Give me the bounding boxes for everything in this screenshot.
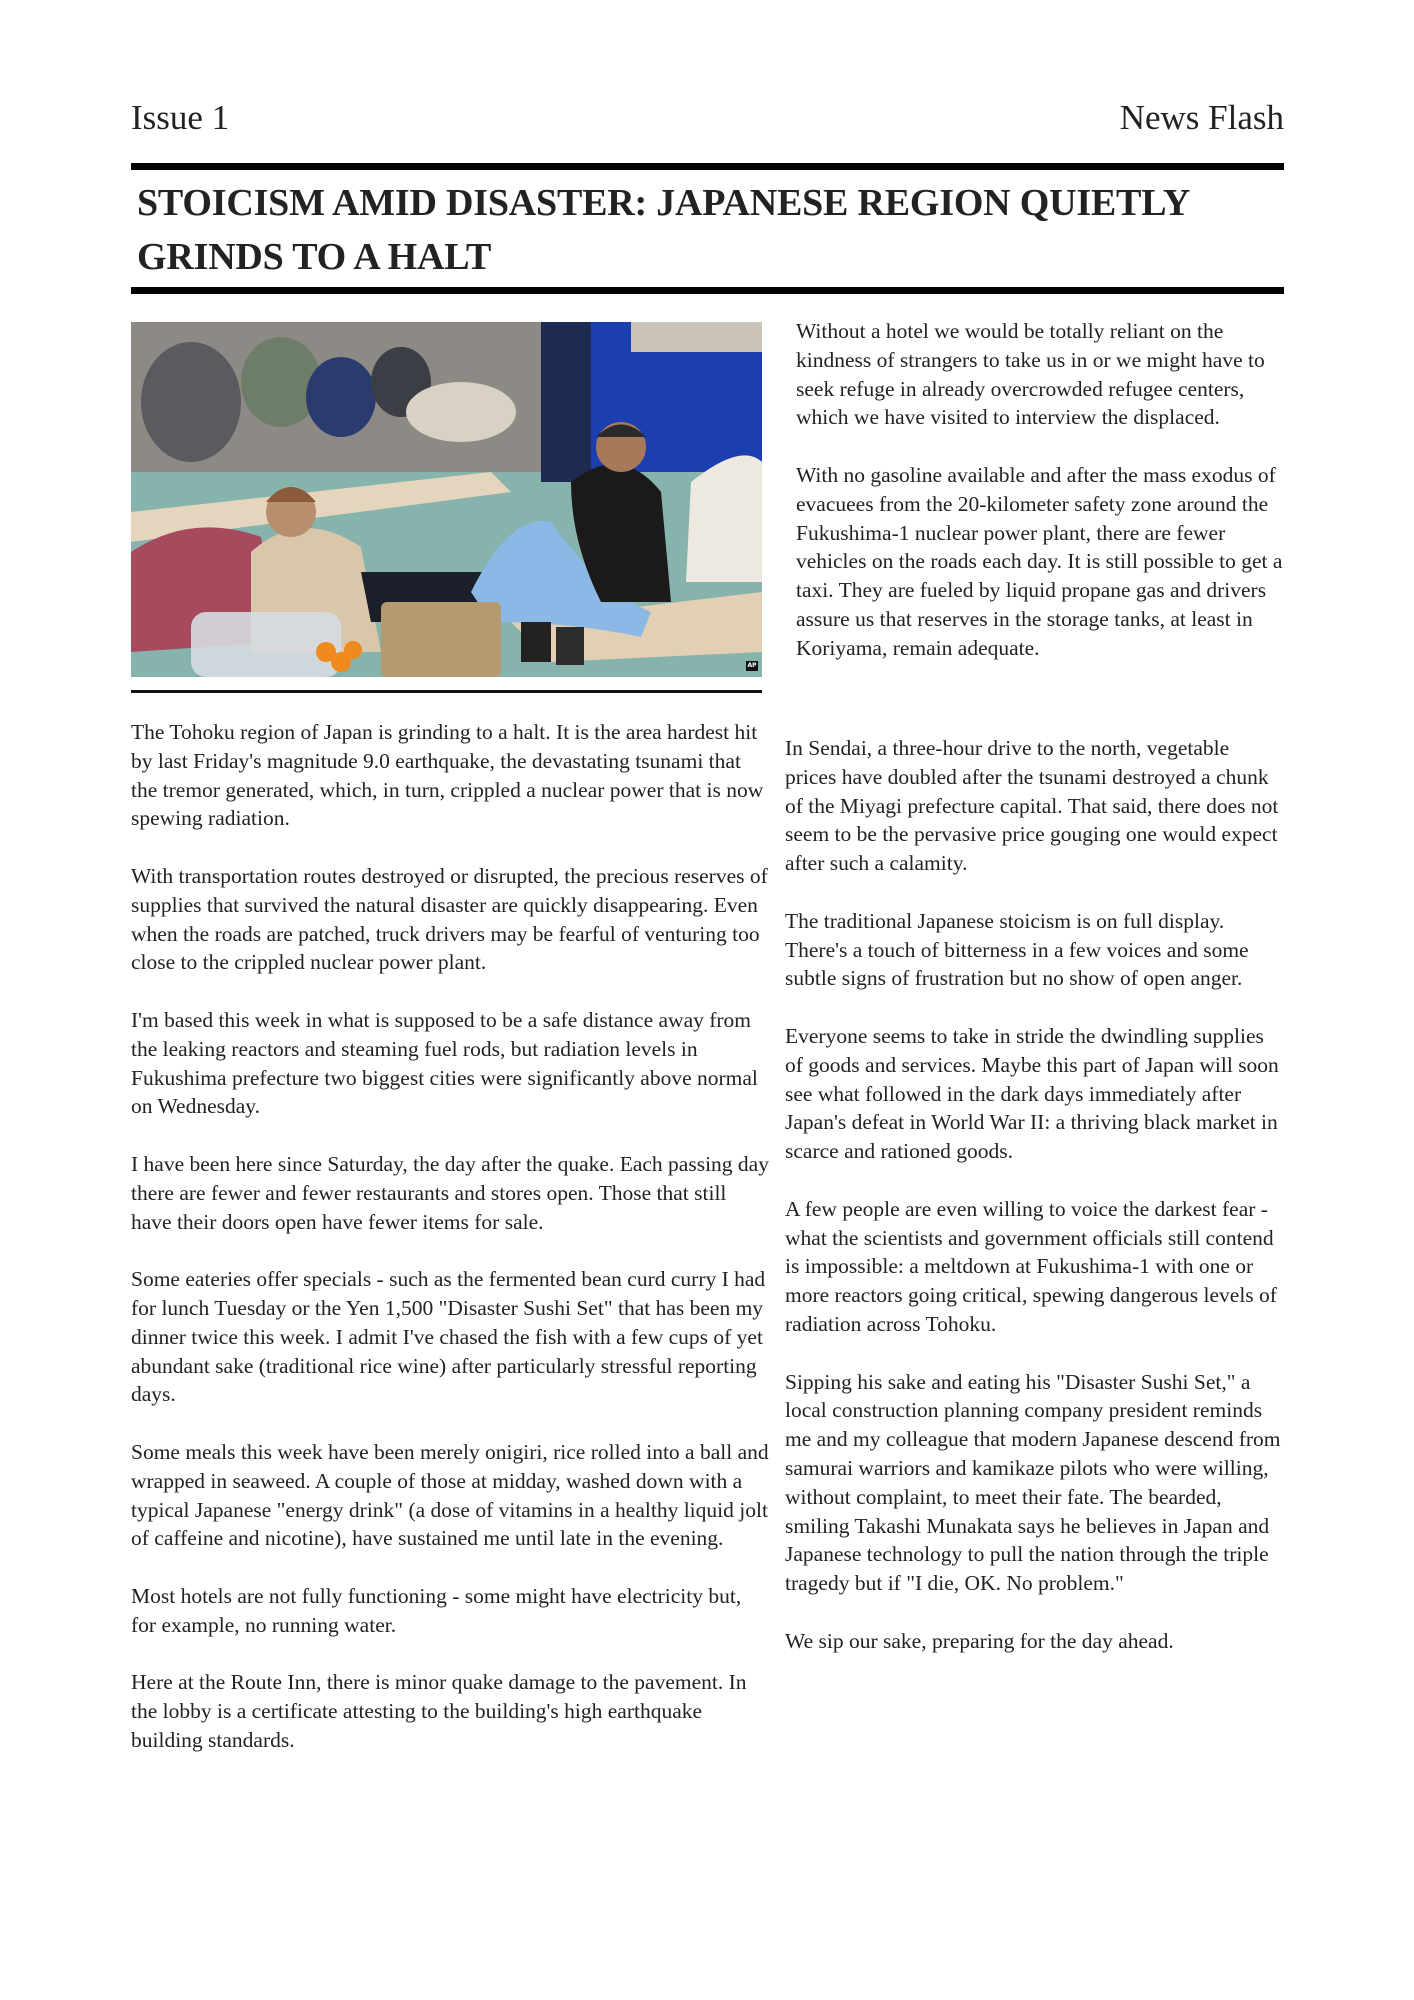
headline-top-rule bbox=[131, 163, 1284, 170]
headline-bottom-rule bbox=[131, 287, 1284, 294]
right-column-bottom bbox=[785, 734, 1285, 1684]
left-column bbox=[131, 718, 771, 1783]
paragraph: I'm based this week in what is supposed to be a safe distance away from the leaking reactors and steaming fuel rods, but radiation levels in Fukushima prefecture two biggest cities were significantly above normal on Wednesday. bbox=[131, 1007, 758, 1119]
paragraph: I have been here since Saturday, the day after the quake. Each passing day there are fewer and fewer restaurants and stores open. Those that still have their doors open have fewer items for sale. bbox=[131, 1151, 769, 1234]
section-title: News Flash bbox=[1119, 98, 1284, 137]
photo-underline bbox=[131, 690, 762, 693]
paragraph: Most hotels are not fully functioning - some might have electricity but, for example, no running water. bbox=[131, 1583, 742, 1637]
article-headline: STOICISM AMID DISASTER: JAPANESE REGION QUIETLY GRINDS TO A HALT bbox=[137, 182, 1189, 278]
paragraph: The Tohoku region of Japan is grinding to a halt. It is the area hardest hit by last Friday's magnitude 9.0 earthquake, the devastating tsunami that the tremor generated, which, in turn, crippled a nuclear power that is now spewing radiation. bbox=[131, 720, 764, 831]
shelter-photo-illustration bbox=[131, 322, 762, 677]
paragraph: Some eateries offer specials - such as the fermented bean curd curry I had for lunch Tuesday or the Yen 1,500 "Disaster Sushi Set" that has been my dinner twice this week. I admit I've chased the fish with a few cups of yet abundant sake (traditional rice wine) after particularly stressful reporting days. bbox=[131, 1267, 766, 1407]
article-photo bbox=[131, 322, 762, 677]
paragraph: With no gasoline available and after the mass exodus of evacuees from the 20-kilometer safety zone around the Fukushima-1 nuclear power plant, there are fewer vehicles on the roads each day. It is still possible to get a taxi. They are fueled by liquid propane gas and drivers assure us that reserves in the storage tanks, at least in Koriyama, remain adequate. bbox=[796, 462, 1283, 660]
issue-number: Issue 1 bbox=[131, 98, 230, 137]
paragraph: Here at the Route Inn, there is minor quake damage to the pavement. In the lobby is a certificate attesting to the building's high earthquake building standards. bbox=[131, 1670, 747, 1752]
paragraph: Everyone seems to take in stride the dwindling supplies of goods and services. Maybe this part of Japan will soon see what followed in the dark days immediately after Japan's defeat in World War II: a thriving black market in scarce and rationed goods. bbox=[785, 1023, 1279, 1164]
paragraph: We sip our sake, preparing for the day ahead. bbox=[785, 1628, 1174, 1653]
paragraph: A few people are even willing to voice the darkest fear - what the scientists and government officials still contend is impossible: a meltdown at Fukushima-1 with one or more reactors going critical, spewing dangerous levels of radiation across Tohoku. bbox=[785, 1196, 1277, 1336]
paragraph: The traditional Japanese stoicism is on full display. There's a touch of bitterness in a few voices and some subtle signs of frustration but no show of open anger. bbox=[785, 908, 1249, 991]
masthead bbox=[131, 98, 1284, 148]
paragraph: Some meals this week have been merely onigiri, rice rolled into a ball and wrapped in seaweed. A couple of those at midday, washed down with a typical Japanese "energy drink" (a dose of vitamins in a healthy liquid jolt of caffeine and nicotine), have sustained me until late in the evening. bbox=[131, 1439, 769, 1551]
paragraph: With transportation routes destroyed or disrupted, the precious reserves of supplies that survived the natural disaster are quickly disappearing. Even when the roads are patched, truck drivers may be fearful of venturing too close to the crippled nuclear power plant. bbox=[131, 863, 768, 975]
photo-credit: AP bbox=[747, 662, 757, 669]
paragraph: In Sendai, a three-hour drive to the north, vegetable prices have doubled after the tsunami destroyed a chunk of the Miyagi prefecture capital. That said, there does not seem to be the pervasive price gouging one would expect after such a calamity. bbox=[785, 736, 1279, 876]
paragraph: Without a hotel we would be totally reliant on the kindness of strangers to take us in or we might have to seek refuge in already overcrowded refugee centers, which we have visited to interview the displaced. bbox=[796, 319, 1265, 430]
right-column-top bbox=[796, 317, 1296, 691]
paragraph: Sipping his sake and eating his "Disaster Sushi Set," a local construction planning company president reminds me and my colleague that modern Japanese descend from samurai warriors and kamikaze pilots who were willing, without complaint, to meet their fate. The bearded, smiling Takashi Munakata says he believes in Japan and Japanese technology to pull the nation through the triple tragedy but if "I die, OK. No problem." bbox=[785, 1369, 1281, 1596]
